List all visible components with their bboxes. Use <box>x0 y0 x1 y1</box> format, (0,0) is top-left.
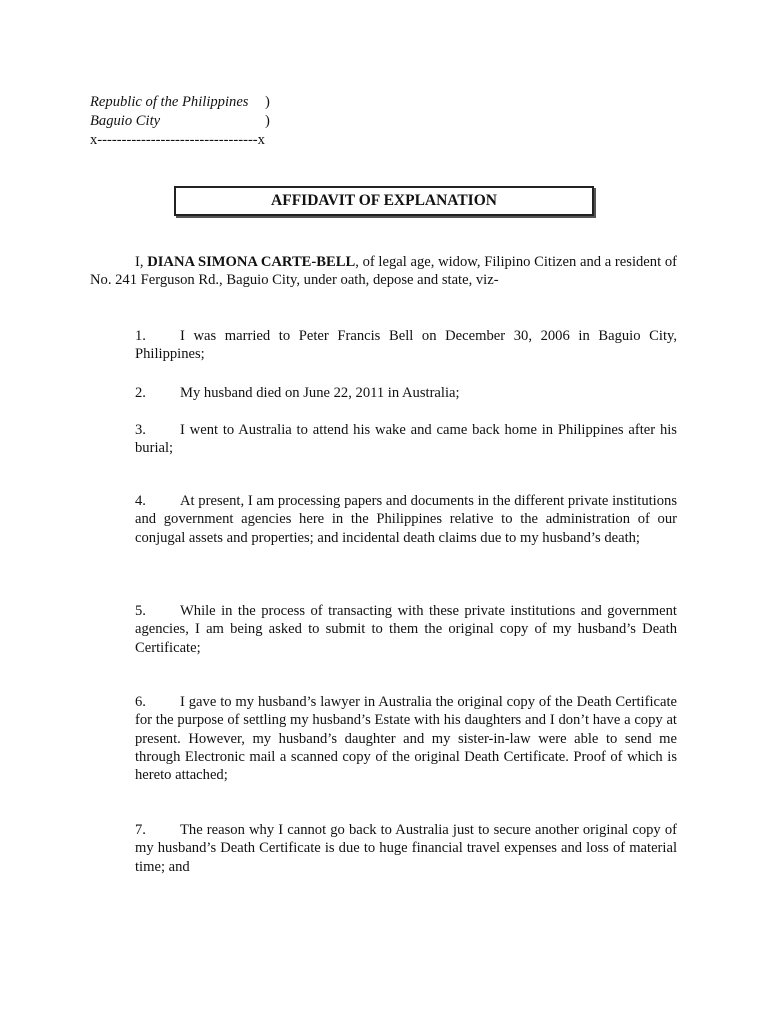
item-number: 3. <box>135 422 146 438</box>
item-text: I gave to my husband’s lawyer in Australia the original copy of the Death Certificate for the purpose of settling my husband’s Estate with his daughters and I don’t have a copy at present. However, my husband’s daughter and my sister-in-law were able to send me through Electronic mail a scanned copy of the original Death Certificate. Proof of which is hereto attached; <box>135 694 677 784</box>
item-text: At present, I am processing papers and documents in the different private institutions and government agencies here in the Philippines relative to the administration of our conjugal assets and properties; and incidental death claims due to my husband’s death; <box>135 493 677 546</box>
item-number: 6. <box>135 694 146 710</box>
item-number: 2. <box>135 385 146 401</box>
item-text: The reason why I cannot go back to Australia just to secure another original copy of my husband’s Death Certificate is due to huge financial travel expenses and loss of material time; and <box>135 822 677 875</box>
intro-text: , of legal age, widow, Filipino Citizen and a resident of No. 241 Ferguson Rd., Baguio City, under oath, depose and state, viz- <box>90 254 677 289</box>
list-item <box>135 421 677 458</box>
list-item <box>135 384 677 402</box>
item-number: 1. <box>135 328 146 344</box>
venue-separator: x---------------------------------x <box>90 132 265 148</box>
list-item <box>135 693 677 784</box>
list-item <box>135 602 677 657</box>
document-title: AFFIDAVIT OF EXPLANATION <box>174 186 594 216</box>
item-text: I went to Australia to attend his wake and came back home in Philippines after his burial; <box>135 422 677 457</box>
affiant-name: DIANA SIMONA CARTE-BELL <box>147 254 356 270</box>
item-number: 5. <box>135 603 146 619</box>
list-item <box>135 327 677 364</box>
list-item <box>135 821 677 876</box>
item-number: 7. <box>135 822 146 838</box>
venue-city-text: Baguio City <box>90 113 161 129</box>
item-text: My husband died on June 22, 2011 in Australia; <box>180 385 460 401</box>
venue-republic-text: Republic of the Philippines <box>90 94 249 110</box>
venue-paren: ) <box>265 113 270 129</box>
item-text: While in the process of transacting with these private institutions and government agencies, I am being asked to submit to them the original copy of my husband’s Death Certificate; <box>135 603 677 656</box>
venue-line-republic <box>90 93 270 111</box>
item-number: 4. <box>135 493 146 509</box>
intro-prefix: I, <box>135 254 148 270</box>
venue-line-city <box>90 112 270 130</box>
intro-paragraph <box>90 253 677 290</box>
list-item <box>135 492 677 547</box>
item-text: I was married to Peter Francis Bell on December 30, 2006 in Baguio City, Philippines; <box>135 328 677 363</box>
venue-paren: ) <box>265 94 270 110</box>
